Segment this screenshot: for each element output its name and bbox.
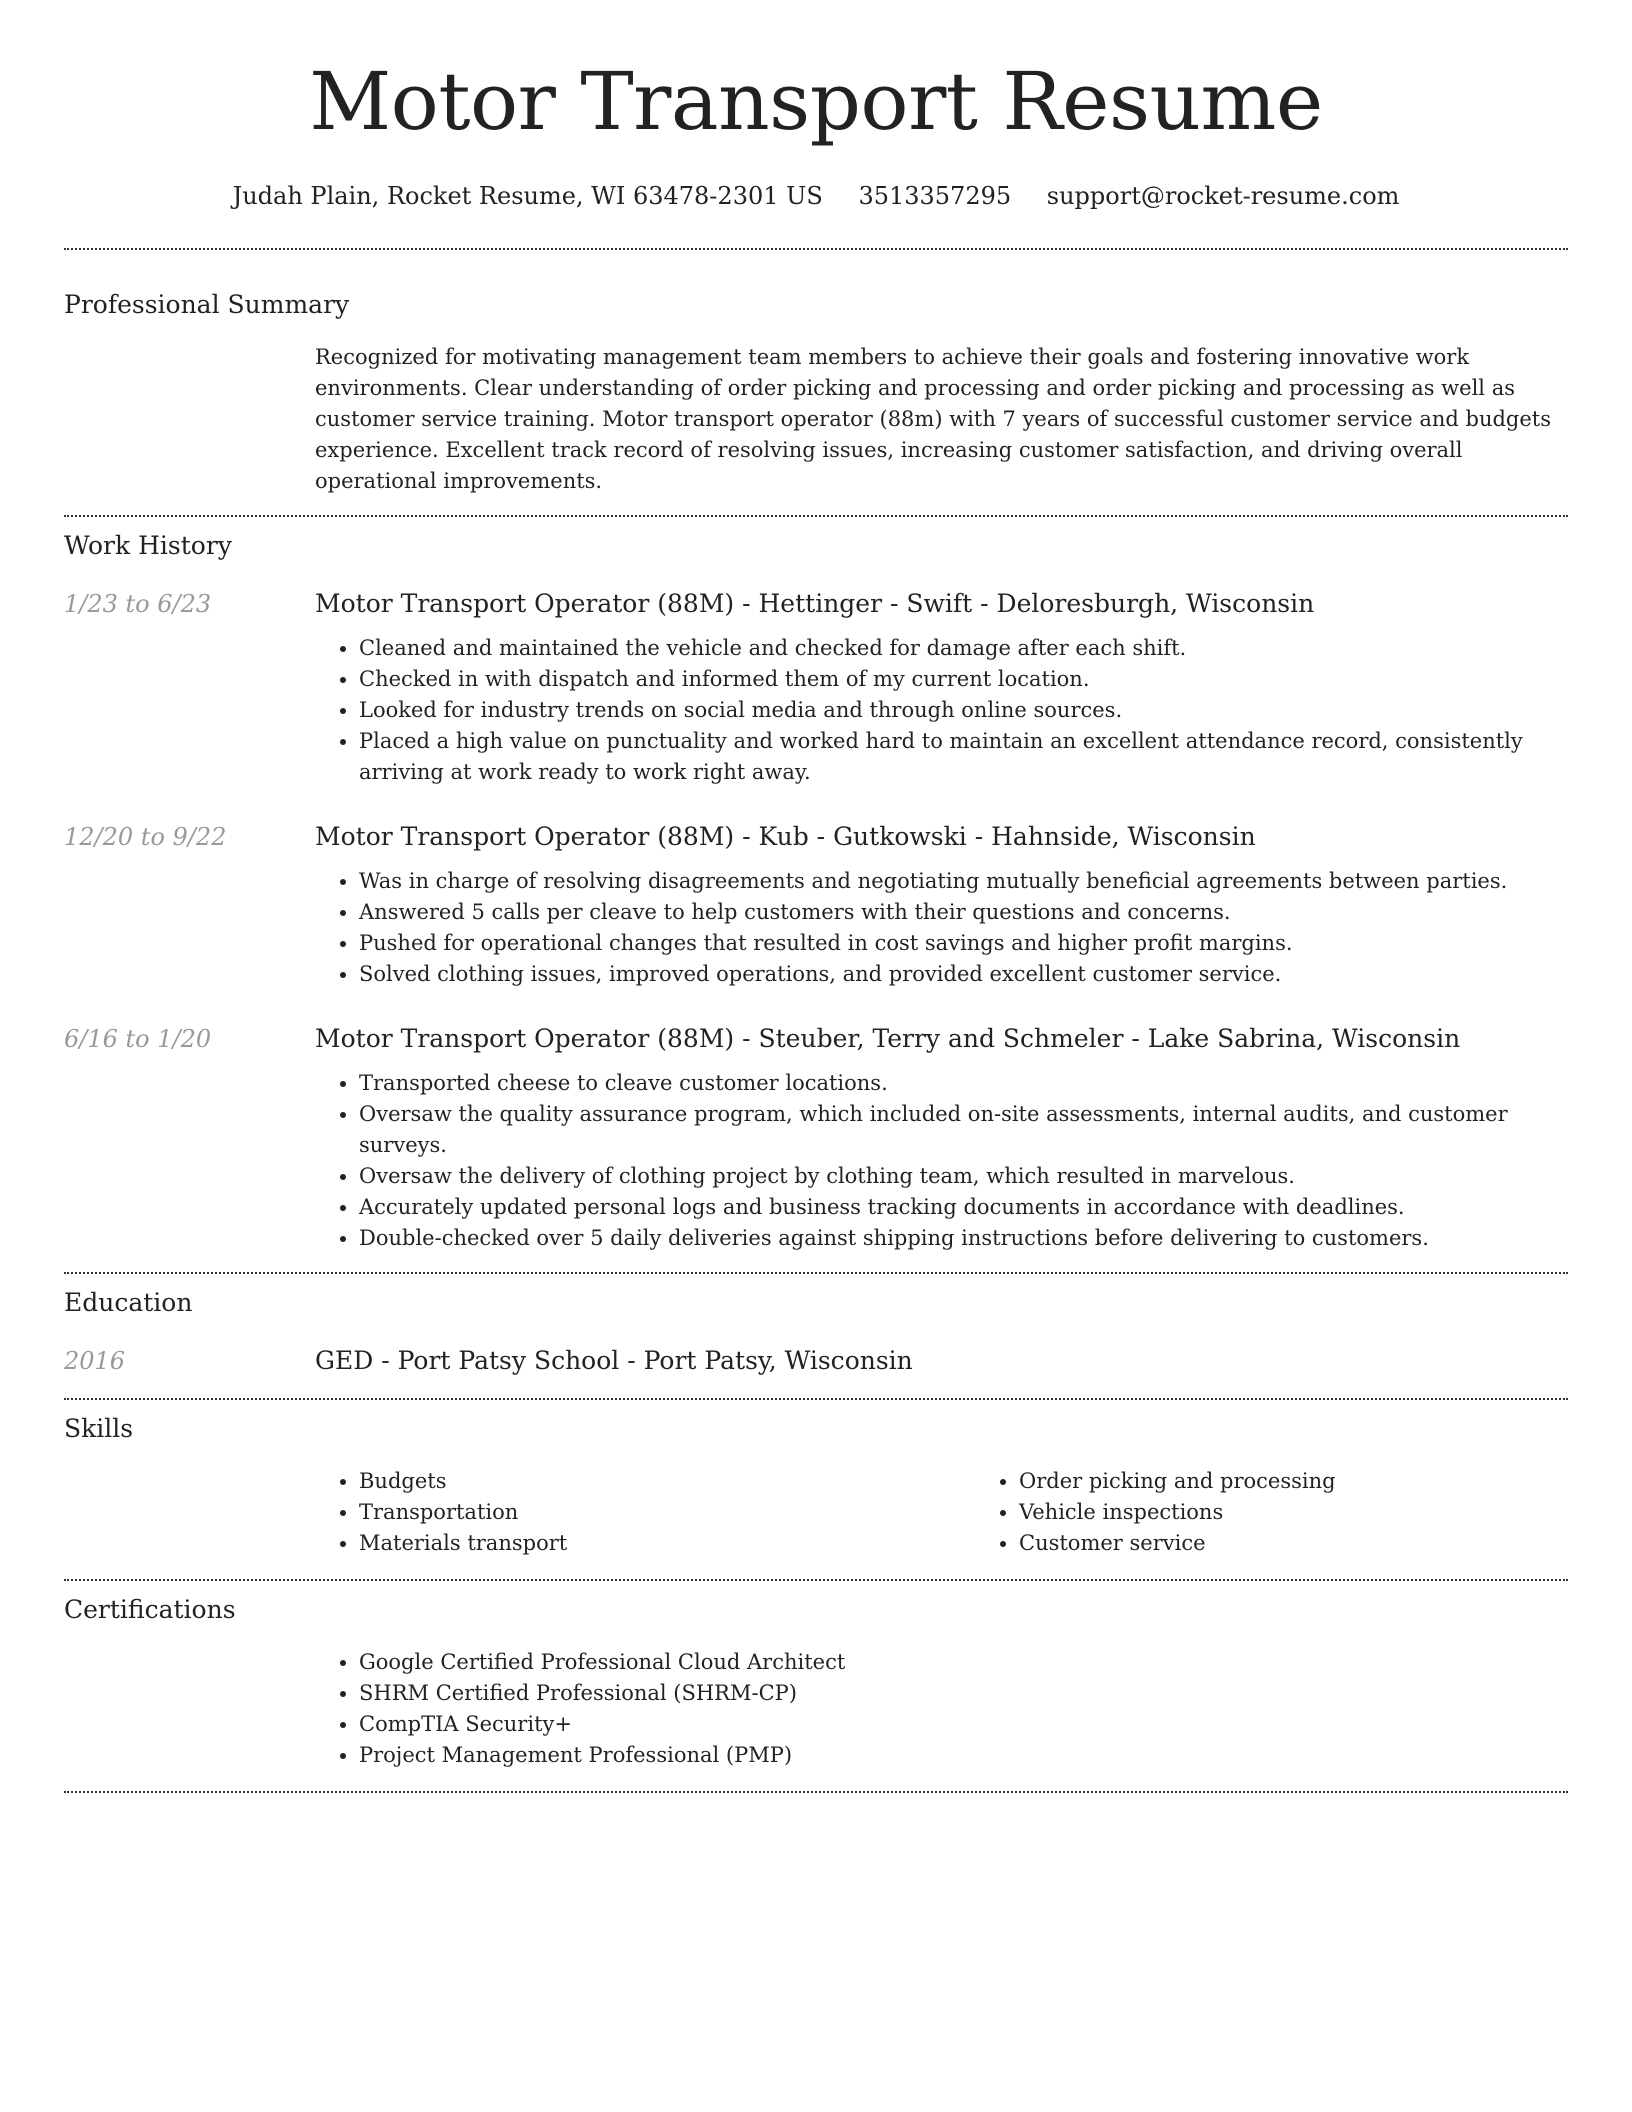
job-dates: 12/20 to 9/22: [64, 823, 227, 851]
list-item: • Double-checked over 5 daily deliveries against shipping instructions before delivering to customers.: [359, 1223, 1568, 1254]
section-title-skills: Skills: [64, 1414, 134, 1443]
divider: [64, 1398, 1568, 1400]
contact-email: support@rocket-resume.com: [1046, 182, 1400, 210]
contact-line: [64, 180, 1568, 212]
summary-text: Recognized for motivating management team members to achieve their goals and fostering innovative work environments. Clear understanding of order picking and processing and order picking and processing as well as customer service training. Motor transport operator (88m) with 7 years of successful customer service and budgets experience. Excellent track record of resolving issues, increasing customer satisfaction, and driving overall operational improvements.: [315, 345, 1552, 493]
job-dates: 6/16 to 1/20: [64, 1025, 212, 1053]
job-entry: [64, 820, 1568, 990]
contact-phone: 3513357295: [858, 182, 1012, 210]
section-title-summary: Professional Summary: [64, 290, 350, 319]
job-entry: [64, 1022, 1568, 1254]
list-item: • Oversaw the quality assurance program, which included on-site assessments, internal audits, and customer surveys.: [359, 1099, 1568, 1161]
list-item: • Accurately updated personal logs and business tracking documents in accordance with deadlines.: [359, 1192, 1568, 1223]
certification-item: • Project Management Professional (PMP): [359, 1740, 1568, 1771]
section-title-education: Education: [64, 1288, 193, 1317]
list-item: • Cleaned and maintained the vehicle and checked for damage after each shift.: [359, 633, 1568, 664]
list-item: • Oversaw the delivery of clothing project by clothing team, which resulted in marvelous.: [359, 1161, 1568, 1192]
contact-address: Judah Plain, Rocket Resume, WI 63478-2301 US: [232, 182, 823, 210]
list-item: • Answered 5 calls per cleave to help customers with their questions and concerns.: [359, 897, 1568, 928]
section-title-work: Work History: [64, 531, 232, 560]
list-item: • Placed a high value on punctuality and worked hard to maintain an excellent attendance record, consistently arriving at work ready to work right away.: [359, 726, 1568, 788]
skill-item: • Materials transport: [359, 1528, 975, 1559]
job-title: Motor Transport Operator (88M) - Kub - Gutkowski - Hahnside, Wisconsin: [315, 822, 1256, 851]
list-item: • Looked for industry trends on social media and through online sources.: [359, 695, 1568, 726]
list-item: • Pushed for operational changes that resulted in cost savings and higher profit margins.: [359, 928, 1568, 959]
resume-page: [64, 0, 1568, 1793]
certification-item: • Google Certified Professional Cloud Architect: [359, 1647, 1568, 1678]
list-item: • Checked in with dispatch and informed them of my current location.: [359, 664, 1568, 695]
list-item: • Transported cheese to cleave customer locations.: [359, 1068, 1568, 1099]
skills-row: [64, 1466, 1568, 1559]
divider: [64, 248, 1568, 250]
certifications-list: [315, 1647, 1568, 1771]
summary-row: [64, 342, 1568, 497]
list-item: • Was in charge of resolving disagreements and negotiating mutually beneficial agreements between parties.: [359, 866, 1568, 897]
job-title: Motor Transport Operator (88M) - Steuber, Terry and Schmeler - Lake Sabrina, Wisconsin: [315, 1024, 1461, 1053]
skills-list-left: [315, 1466, 975, 1559]
job-bullets: [315, 1068, 1568, 1254]
divider: [64, 1272, 1568, 1274]
certification-item: • SHRM Certified Professional (SHRM-CP): [359, 1678, 1568, 1709]
divider: [64, 515, 1568, 517]
skills-list-right: [975, 1466, 1632, 1559]
skill-item: • Vehicle inspections: [1019, 1497, 1632, 1528]
education-entry: [64, 1344, 1568, 1378]
job-entry: [64, 587, 1568, 788]
list-item: • Solved clothing issues, improved operations, and provided excellent customer service.: [359, 959, 1568, 990]
section-title-certifications: Certifications: [64, 1595, 236, 1624]
skill-item: • Transportation: [359, 1497, 975, 1528]
education-title: GED - Port Patsy School - Port Patsy, Wisconsin: [315, 1346, 913, 1375]
divider: [64, 1791, 1568, 1793]
skill-item: • Order picking and processing: [1019, 1466, 1632, 1497]
skill-item: • Budgets: [359, 1466, 975, 1497]
job-title: Motor Transport Operator (88M) - Hettinger - Swift - Deloresburgh, Wisconsin: [315, 589, 1315, 618]
job-bullets: [315, 633, 1568, 788]
resume-title: Motor Transport Resume: [309, 55, 1323, 148]
certification-item: • CompTIA Security+: [359, 1709, 1568, 1740]
education-year: 2016: [64, 1347, 126, 1375]
job-dates: 1/23 to 6/23: [64, 590, 212, 618]
certifications-row: [64, 1647, 1568, 1771]
skill-item: • Customer service: [1019, 1528, 1632, 1559]
divider: [64, 1579, 1568, 1581]
job-bullets: [315, 866, 1568, 990]
